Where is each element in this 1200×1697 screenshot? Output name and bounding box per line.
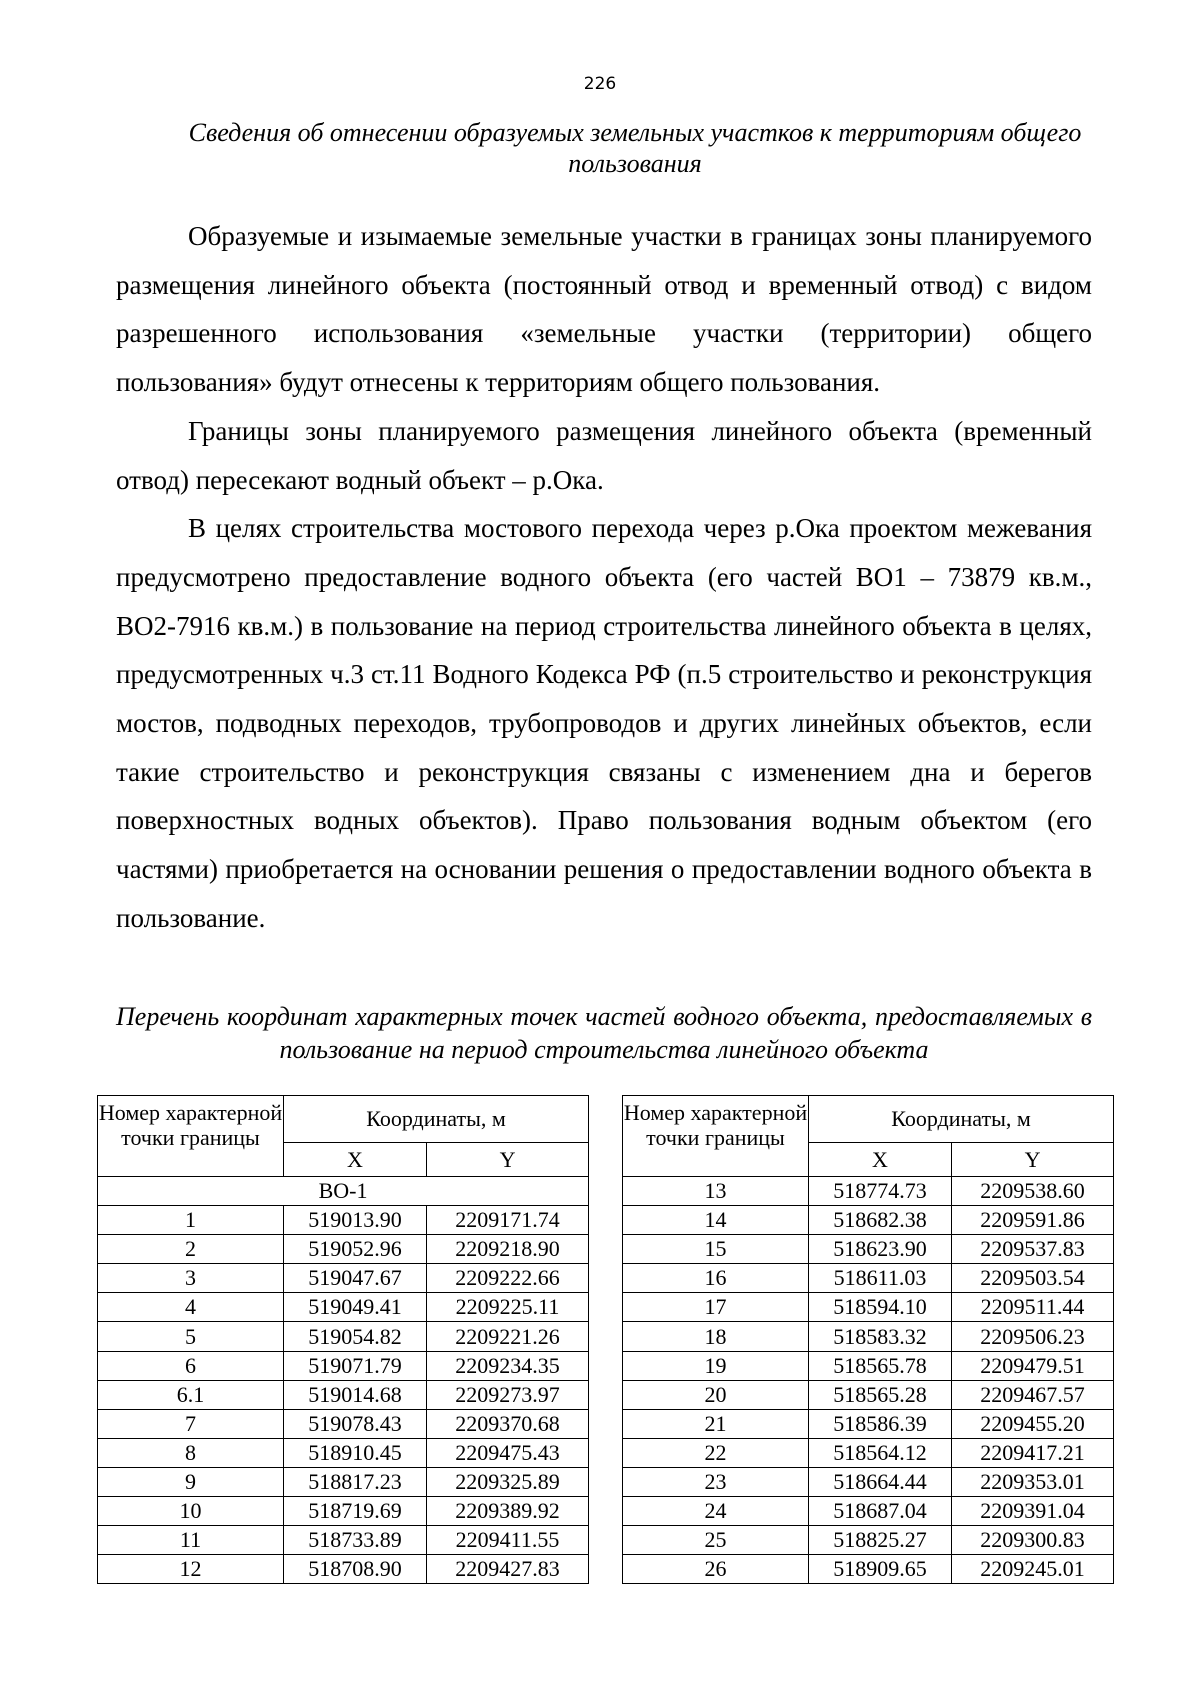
table-row [98, 1293, 589, 1322]
point-number-cell: 15 [623, 1235, 809, 1264]
y-coordinate-cell: 2209234.35 [427, 1351, 589, 1380]
y-coordinate-cell: 2209411.55 [427, 1526, 589, 1555]
table-row [623, 1322, 1114, 1351]
point-number-cell: 25 [623, 1526, 809, 1555]
point-number-cell: 9 [98, 1467, 284, 1496]
y-coordinate-cell: 2209218.90 [427, 1235, 589, 1264]
table-row [623, 1467, 1114, 1496]
point-number-header: Номер характерной точки границы [623, 1096, 809, 1177]
y-coordinate-cell: 2209427.83 [427, 1555, 589, 1584]
paragraph-1: Образуемые и изымаемые земельные участки в границах зоны планируемого размещения линейного объекта (постоянный отвод и временный отвод) с видом разрешенного использования «земельные участки (территории) общего пользования» будут отнесены к территориям общего пользования. [116, 221, 1092, 398]
table-row [623, 1497, 1114, 1526]
body-text [116, 212, 1092, 943]
point-number-cell: 6.1 [98, 1380, 284, 1409]
y-coordinate-cell: 2209538.60 [952, 1177, 1114, 1206]
x-coordinate-cell: 519052.96 [284, 1235, 427, 1264]
point-number-cell: 14 [623, 1206, 809, 1235]
section-row-bo1: ВО-1 [98, 1177, 589, 1206]
x-coordinate-cell: 519054.82 [284, 1322, 427, 1351]
coordinates-list-heading: Перечень координат характерных точек частей водного объекта, предоставляемых в пользование на период строительства линейного объекта [116, 1002, 1092, 1064]
x-coordinate-cell: 519014.68 [284, 1380, 427, 1409]
point-number-cell: 10 [98, 1497, 284, 1526]
x-coordinate-cell: 519013.90 [284, 1206, 427, 1235]
point-number-cell: 23 [623, 1467, 809, 1496]
coordinates-header: Координаты, м [284, 1096, 589, 1143]
x-coordinate-cell: 518664.44 [809, 1467, 952, 1496]
x-coordinate-cell: 518564.12 [809, 1438, 952, 1467]
x-coordinate-cell: 518565.78 [809, 1351, 952, 1380]
point-number-header: Номер характерной точки границы [98, 1096, 284, 1177]
x-coordinate-cell: 518825.27 [809, 1526, 952, 1555]
x-coordinate-cell: 518733.89 [284, 1526, 427, 1555]
y-coordinate-cell: 2209537.83 [952, 1235, 1114, 1264]
point-number-cell: 13 [623, 1177, 809, 1206]
point-number-cell: 20 [623, 1380, 809, 1409]
point-number-cell: 16 [623, 1264, 809, 1293]
y-coordinate-cell: 2209511.44 [952, 1293, 1114, 1322]
x-coordinate-cell: 519078.43 [284, 1409, 427, 1438]
table-row [98, 1351, 589, 1380]
table-row [98, 1322, 589, 1351]
paragraph-3: В целях строительства мостового перехода через р.Ока проектом межевания предусмотрено предоставление водного объекта (его частей ВО1 – 73879 кв.м., ВО2-7916 кв.м.) в пользование на период строительства линейного объекта в целях, предусмотренных ч.3 ст.11 Водного Кодекса РФ (п.5 строительство и реконструкция мостов, подводных переходов, трубопроводов и других линейных объектов, если такие строительство и реконструкция связаны с изменением дна и берегов поверхностных водных объектов). Право пользования водным объектом (его частями) приобретается на основании решения о предоставлении водного объекта в пользование. [116, 513, 1092, 933]
y-coordinate-cell: 2209503.54 [952, 1264, 1114, 1293]
y-coordinate-cell: 2209370.68 [427, 1409, 589, 1438]
y-coordinate-cell: 2209225.11 [427, 1293, 589, 1322]
x-coordinate-cell: 518565.28 [809, 1380, 952, 1409]
y-header: Y [952, 1143, 1114, 1177]
point-number-cell: 11 [98, 1526, 284, 1555]
y-coordinate-cell: 2209221.26 [427, 1322, 589, 1351]
y-header: Y [427, 1143, 589, 1177]
y-coordinate-cell: 2209273.97 [427, 1380, 589, 1409]
section-heading: Сведения об отнесении образуемых земельных участков к территориям общего пользования [188, 118, 1082, 178]
point-number-cell: 2 [98, 1235, 284, 1264]
y-coordinate-cell: 2209245.01 [952, 1555, 1114, 1584]
x-coordinate-cell: 518774.73 [809, 1177, 952, 1206]
x-coordinate-cell: 518910.45 [284, 1438, 427, 1467]
x-coordinate-cell: 518594.10 [809, 1293, 952, 1322]
y-coordinate-cell: 2209353.01 [952, 1467, 1114, 1496]
y-coordinate-cell: 2209300.83 [952, 1526, 1114, 1555]
y-coordinate-cell: 2209475.43 [427, 1438, 589, 1467]
table-row [98, 1526, 589, 1555]
y-coordinate-cell: 2209389.92 [427, 1497, 589, 1526]
table-row [98, 1467, 589, 1496]
x-coordinate-cell: 519047.67 [284, 1264, 427, 1293]
y-coordinate-cell: 2209506.23 [952, 1322, 1114, 1351]
x-coordinate-cell: 519071.79 [284, 1351, 427, 1380]
table-row [98, 1438, 589, 1467]
table-row [623, 1206, 1114, 1235]
table-row [98, 1409, 589, 1438]
point-number-cell: 6 [98, 1351, 284, 1380]
y-coordinate-cell: 2209467.57 [952, 1380, 1114, 1409]
x-coordinate-cell: 518586.39 [809, 1409, 952, 1438]
table-row [623, 1380, 1114, 1409]
point-number-cell: 7 [98, 1409, 284, 1438]
point-number-cell: 4 [98, 1293, 284, 1322]
y-coordinate-cell: 2209325.89 [427, 1467, 589, 1496]
table-row [98, 1235, 589, 1264]
x-coordinate-cell: 518623.90 [809, 1235, 952, 1264]
point-number-cell: 17 [623, 1293, 809, 1322]
y-coordinate-cell: 2209222.66 [427, 1264, 589, 1293]
point-number-cell: 22 [623, 1438, 809, 1467]
y-coordinate-cell: 2209479.51 [952, 1351, 1114, 1380]
point-number-cell: 8 [98, 1438, 284, 1467]
x-header: X [809, 1143, 952, 1177]
x-coordinate-cell: 518682.38 [809, 1206, 952, 1235]
table-row [623, 1351, 1114, 1380]
point-number-cell: 21 [623, 1409, 809, 1438]
table-row [98, 1380, 589, 1409]
x-coordinate-cell: 518817.23 [284, 1467, 427, 1496]
y-coordinate-cell: 2209391.04 [952, 1497, 1114, 1526]
x-coordinate-cell: 518708.90 [284, 1555, 427, 1584]
point-number-cell: 26 [623, 1555, 809, 1584]
coordinates-table-right [622, 1095, 1114, 1584]
paragraph-2: Границы зоны планируемого размещения линейного объекта (временный отвод) пересекают водный объект – р.Ока. [116, 415, 1092, 495]
table-row [98, 1264, 589, 1293]
table-row [623, 1235, 1114, 1264]
x-coordinate-cell: 519049.41 [284, 1293, 427, 1322]
table-row [623, 1293, 1114, 1322]
x-coordinate-cell: 518687.04 [809, 1497, 952, 1526]
table-row [98, 1206, 589, 1235]
table-row [623, 1177, 1114, 1206]
y-coordinate-cell: 2209171.74 [427, 1206, 589, 1235]
table-row [623, 1409, 1114, 1438]
point-number-cell: 3 [98, 1264, 284, 1293]
y-coordinate-cell: 2209455.20 [952, 1409, 1114, 1438]
x-coordinate-cell: 518909.65 [809, 1555, 952, 1584]
y-coordinate-cell: 2209417.21 [952, 1438, 1114, 1467]
coordinates-table-left [97, 1095, 589, 1584]
x-coordinate-cell: 518611.03 [809, 1264, 952, 1293]
table-row [98, 1555, 589, 1584]
page-number: 226 [583, 74, 617, 94]
point-number-cell: 24 [623, 1497, 809, 1526]
table-row [623, 1438, 1114, 1467]
point-number-cell: 12 [98, 1555, 284, 1584]
table-row [623, 1264, 1114, 1293]
table-row [623, 1526, 1114, 1555]
point-number-cell: 1 [98, 1206, 284, 1235]
point-number-cell: 5 [98, 1322, 284, 1351]
point-number-cell: 18 [623, 1322, 809, 1351]
x-coordinate-cell: 518719.69 [284, 1497, 427, 1526]
x-header: X [284, 1143, 427, 1177]
table-row [98, 1497, 589, 1526]
x-coordinate-cell: 518583.32 [809, 1322, 952, 1351]
table-row [623, 1555, 1114, 1584]
point-number-cell: 19 [623, 1351, 809, 1380]
coordinates-header: Координаты, м [809, 1096, 1114, 1143]
y-coordinate-cell: 2209591.86 [952, 1206, 1114, 1235]
